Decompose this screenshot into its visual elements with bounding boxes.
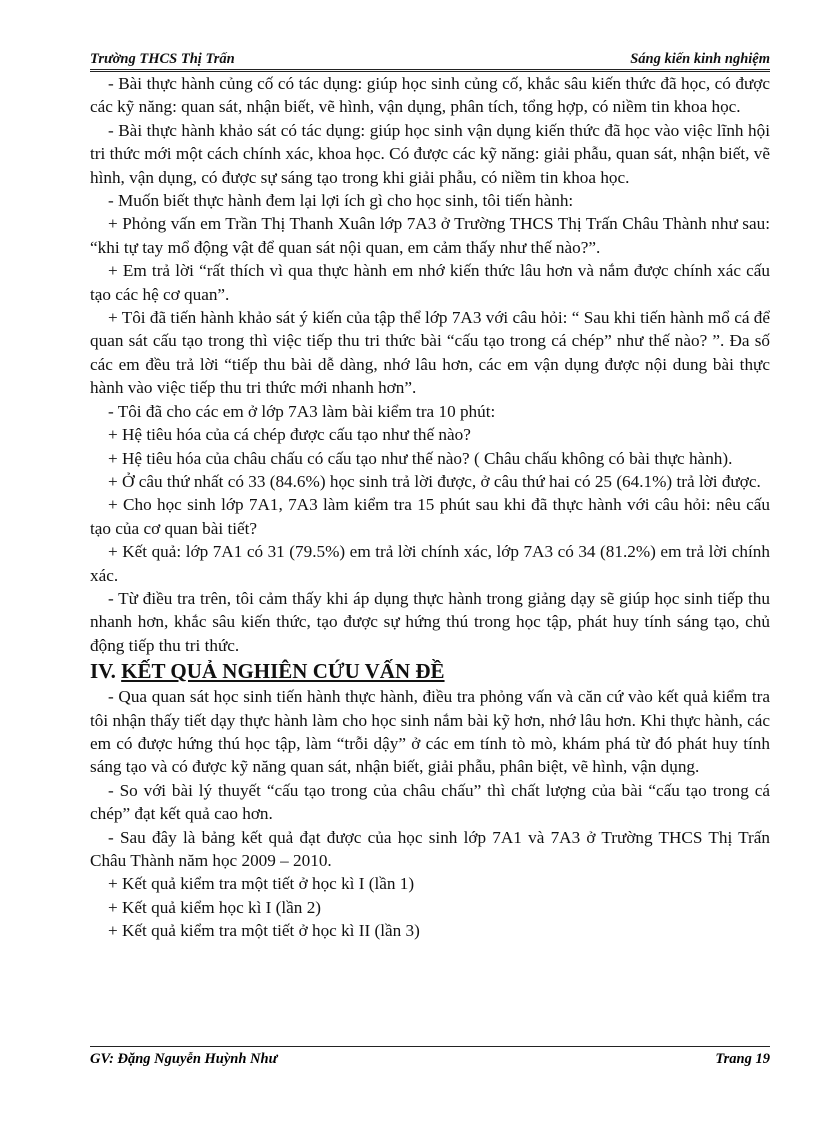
section-title: KẾT QUẢ NGHIÊN CỨU VẤN ĐỀ [121,659,445,684]
header-school: Trường THCS Thị Trấn [90,51,235,67]
header-doc-type: Sáng kiến kinh nghiệm [630,51,770,67]
paragraph: - Bài thực hành khảo sát có tác dụng: giúp học sinh vận dụng kiến thức đã học vào việc lĩnh hội tri thức mới một cách chính xác, khoa học. Có được các kỹ năng: giải phẫu, quan sát, nhận biết, vẽ hình, vận dụng, có được sự sáng tạo trong khi giải phẫu, có niềm tin khoa học. [90,120,770,187]
paragraph: + Hệ tiêu hóa của châu chấu có cấu tạo như thế nào? ( Châu chấu không có bài thực hành). [108,448,733,468]
paragraph: + Kết quả kiểm tra một tiết ở học kì II (lần 3) [108,921,420,941]
paragraph: + Hệ tiêu hóa của cá chép được cấu tạo như thế nào? [108,425,471,445]
page-number: Trang 19 [715,1051,770,1067]
document-page [90,46,770,943]
paragraph: + Em trả lời “rất thích vì qua thực hành em nhớ kiến thức lâu hơn và nắm được chính xác cấu tạo các hệ cơ quan”. [90,261,770,304]
paragraph: - Qua quan sát học sinh tiến hành thực hành, điều tra phỏng vấn và căn cứ vào kết quả kiểm tra tôi nhận thấy tiết dạy thực hành làm cho học sinh nắm bài kỹ hơn, nhớ lâu hơn. Khi thực hành, các em có được hứng thú học tập, làm “trỗi dậy” ở các em tính tò mò, khám phá từ đó phát huy tính sáng tạo và có được kỹ năng quan sát, nhận biết, giải phẫu, phân biệt, vẽ hình, vận dụng. [90,687,770,777]
paragraph: + Kết quả kiểm tra một tiết ở học kì I (lần 1) [108,874,415,894]
paragraph: - Tôi đã cho các em ở lớp 7A3 làm bài kiểm tra 10 phút: [108,401,496,421]
paragraph: - So với bài lý thuyết “cấu tạo trong của châu chấu” thì chất lượng của bài “cấu tạo trong cá chép” đạt kết quả cao hơn. [90,780,770,824]
page-header [90,46,770,72]
paragraph: + Kết quả: lớp 7A1 có 31 (79.5%) em trả lời chính xác, lớp 7A3 có 34 (81.2%) em trả lời chính xác. [90,542,770,585]
paragraph: + Kết quả kiểm học kì I (lần 2) [108,897,322,917]
paragraph: + Ở câu thứ nhất có 33 (84.6%) học sinh trả lời được, ở câu thứ hai có 25 (64.1%) trả lời được. [108,471,761,491]
paragraph: + Cho học sinh lớp 7A1, 7A3 làm kiểm tra 15 phút sau khi đã thực hành với câu hỏi: nêu cấu tạo của cơ quan bài tiết? [90,495,770,538]
section-number: IV. [90,659,122,684]
paragraph: - Bài thực hành củng cố có tác dụng: giúp học sinh củng cố, khắc sâu kiến thức đã học, có được các kỹ năng: quan sát, nhận biết, vẽ hình, vận dụng, phân tích, tổng hợp, có niềm tin khoa học. [90,74,770,117]
paragraph: - Sau đây là bảng kết quả đạt được của học sinh lớp 7A1 và 7A3 ở Trường THCS Thị Trấn Châu Thành năm học 2009 – 2010. [90,827,770,870]
section-heading [90,658,770,684]
paragraph: + Tôi đã tiến hành khảo sát ý kiến của tập thể lớp 7A3 với câu hỏi: “ Sau khi tiến hành mổ cá để quan sát cấu tạo trong thì việc tiếp thu tri thức bài “cấu tạo trong cá chép” như thế nào? ”. Đa số các em đều trả lời “tiếp thu bài dễ dàng, nhớ lâu hơn, các em vận dụng được nội dung bài thực hành vào việc tiếp thu tri thức mới nhanh hơn”. [90,308,770,398]
footer-author: GV: Đặng Nguyễn Huỳnh Như [90,1051,278,1067]
document-body [90,72,770,943]
paragraph: - Muốn biết thực hành đem lại lợi ích gì cho học sinh, tôi tiến hành: [108,191,574,211]
paragraph: + Phỏng vấn em Trần Thị Thanh Xuân lớp 7A3 ở Trường THCS Thị Trấn Châu Thành như sau: “khi tự tay mổ động vật để quan sát nội quan, em cảm thấy như thế nào?”. [90,214,770,257]
page-footer [90,1046,770,1068]
paragraph: - Từ điều tra trên, tôi cảm thấy khi áp dụng thực hành trong giảng dạy sẽ giúp học sinh tiếp thu nhanh hơn, khắc sâu kiến thức, tạo được sự hứng thú trong học tập, phát huy tính sáng tạo, chủ động tiếp thu tri thức. [90,588,770,655]
